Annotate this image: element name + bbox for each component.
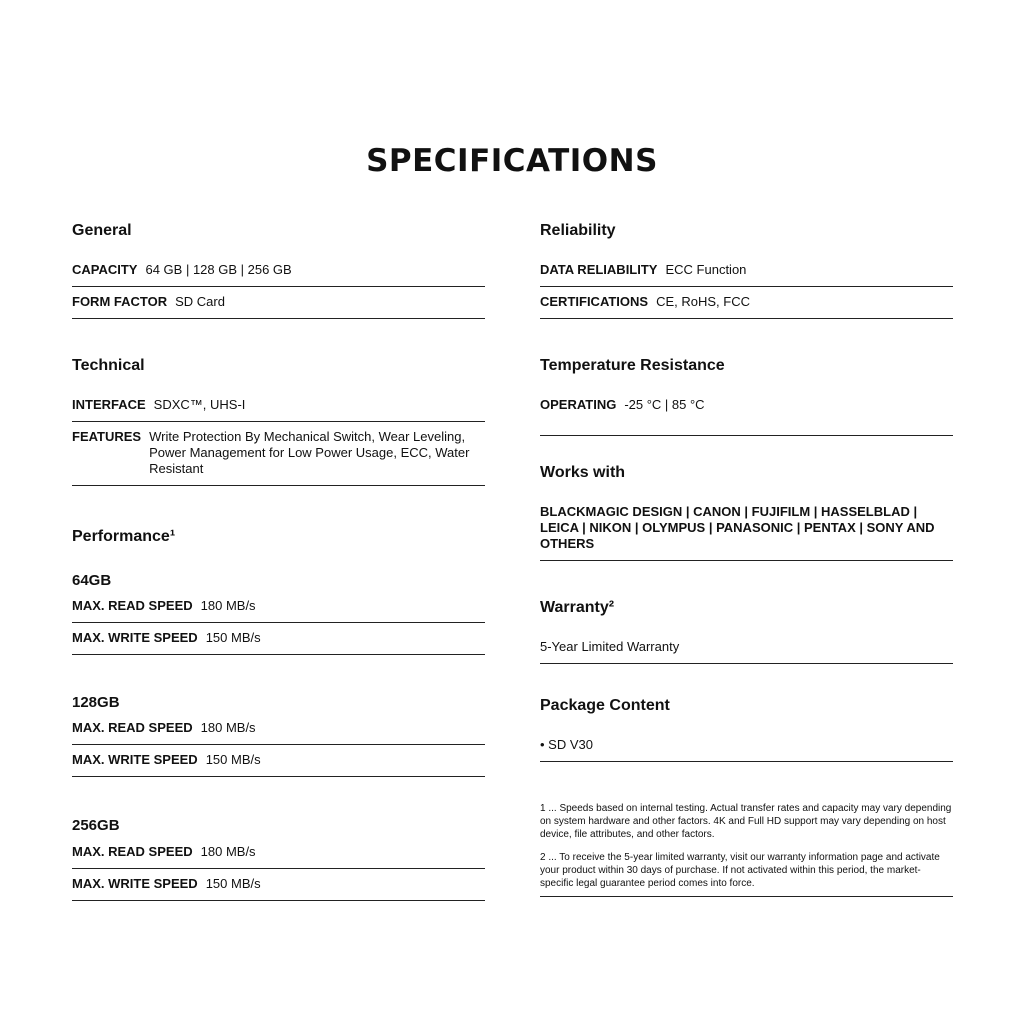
- general-heading: General: [72, 222, 132, 239]
- write-speed-label: MAX. WRITE SPEED: [72, 752, 198, 767]
- form-factor-row: [72, 294, 485, 319]
- certifications-label: CERTIFICATIONS: [540, 294, 649, 309]
- operating-row: [540, 397, 953, 436]
- write-speed-value: 150 MB/s: [205, 752, 261, 767]
- interface-value: SDXC™, UHS-I: [153, 397, 246, 412]
- variant-name-64gb: 64GB: [72, 572, 112, 589]
- operating-label: OPERATING: [540, 397, 617, 412]
- read-speed-row-128gb: [72, 720, 485, 745]
- warranty-row: 5-Year Limited Warranty: [540, 639, 953, 664]
- features-row: [72, 429, 485, 486]
- operating-value: -25 °C | 85 °C: [624, 397, 705, 412]
- data-reliability-row: [540, 262, 953, 287]
- write-speed-row-128gb: [72, 752, 485, 777]
- warranty-heading: Warranty²: [540, 599, 615, 616]
- certifications-value: CE, RoHS, FCC: [656, 294, 750, 309]
- works-with-brands: BLACKMAGIC DESIGN | CANON | FUJIFILM | HASSELBLAD | LEICA | NIKON | OLYMPUS | PANASONIC | PENTAX | SONY AND OTHERS: [540, 504, 953, 561]
- capacity-label: CAPACITY: [72, 262, 138, 277]
- performance-heading: Performance¹: [72, 528, 176, 545]
- data-reliability-label: DATA RELIABILITY: [540, 262, 658, 277]
- footnotes: [540, 802, 953, 897]
- reliability-heading: Reliability: [540, 222, 616, 239]
- form-factor-value: SD Card: [175, 294, 225, 309]
- read-speed-label: MAX. READ SPEED: [72, 598, 193, 613]
- footnote-gap: [540, 841, 953, 851]
- read-speed-label: MAX. READ SPEED: [72, 720, 193, 735]
- write-speed-row-256gb: [72, 876, 485, 901]
- package-heading: Package Content: [540, 697, 670, 714]
- interface-row: [72, 397, 485, 422]
- write-speed-value: 150 MB/s: [205, 630, 261, 645]
- write-speed-label: MAX. WRITE SPEED: [72, 630, 198, 645]
- write-speed-row-64gb: [72, 630, 485, 655]
- footnote-1: 1 ... Speeds based on internal testing. Actual transfer rates and capacity may vary depending on system hardware and other factors. 4K and Full HD support may vary depending on host device, file attributes, and other factors.: [540, 803, 952, 840]
- technical-heading: Technical: [72, 357, 145, 374]
- interface-label: INTERFACE: [72, 397, 146, 412]
- works-with-heading: Works with: [540, 464, 626, 481]
- temperature-heading: Temperature Resistance: [540, 357, 725, 374]
- certifications-row: [540, 294, 953, 319]
- features-label: FEATURES: [72, 429, 142, 444]
- write-speed-value: 150 MB/s: [205, 876, 261, 891]
- variant-name-256gb: 256GB: [72, 817, 120, 834]
- variant-name-128gb: 128GB: [72, 694, 120, 711]
- read-speed-value: 180 MB/s: [200, 720, 256, 735]
- data-reliability-value: ECC Function: [665, 262, 747, 277]
- write-speed-label: MAX. WRITE SPEED: [72, 876, 198, 891]
- features-value: Write Protection By Mechanical Switch, Wear Leveling, Power Management for Low Power Usage, ECC, Water Resistant: [149, 429, 470, 476]
- read-speed-value: 180 MB/s: [200, 844, 256, 859]
- package-item: • SD V30: [540, 737, 953, 762]
- capacity-row: [72, 262, 485, 287]
- read-speed-value: 180 MB/s: [200, 598, 256, 613]
- read-speed-row-64gb: [72, 598, 485, 623]
- footnote-2: 2 ... To receive the 5-year limited warranty, visit our warranty information page and activate your product within 30 days of purchase. If not activated within this period, the market-specific legal guarantee period comes into force.: [540, 852, 940, 889]
- read-speed-label: MAX. READ SPEED: [72, 844, 193, 859]
- capacity-value: 64 GB | 128 GB | 256 GB: [145, 262, 292, 277]
- form-factor-label: FORM FACTOR: [72, 294, 168, 309]
- read-speed-row-256gb: [72, 844, 485, 869]
- page-title: SPECIFICATIONS: [366, 143, 658, 179]
